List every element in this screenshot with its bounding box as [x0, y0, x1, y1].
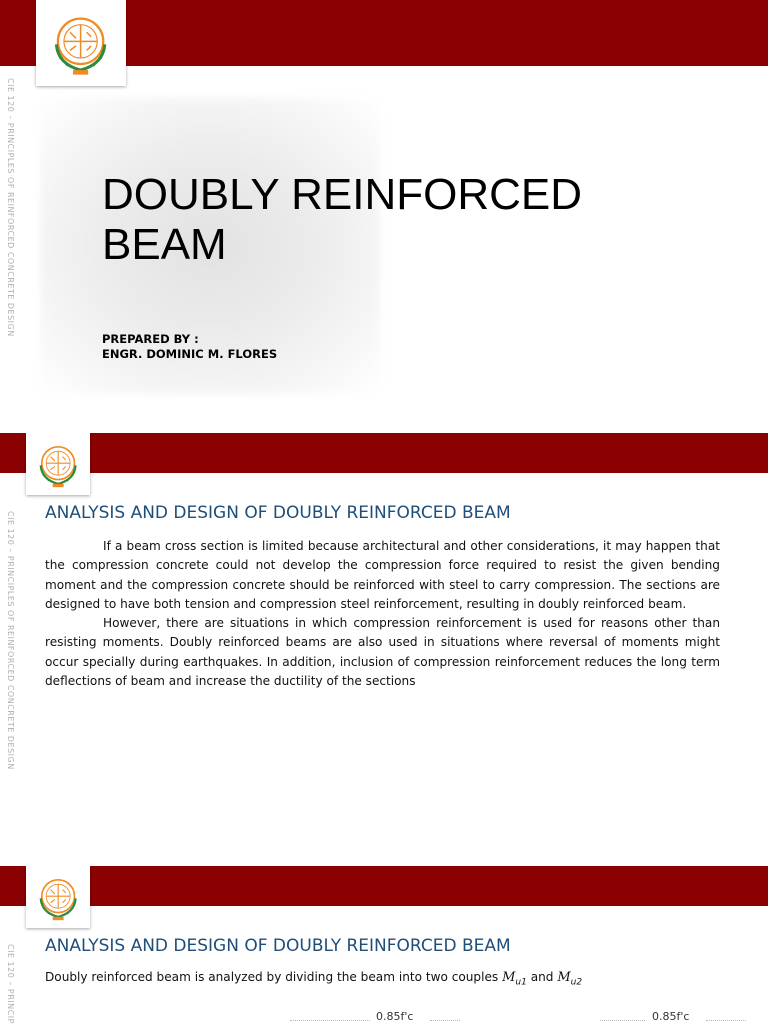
- section-heading: ANALYSIS AND DESIGN OF DOUBLY REINFORCED BEAM: [45, 503, 511, 523]
- header-band: [0, 433, 768, 473]
- title-slide: [0, 0, 768, 422]
- section-heading: ANALYSIS AND DESIGN OF DOUBLY REINFORCED BEAM: [45, 936, 511, 956]
- university-seal-icon: [30, 870, 86, 925]
- paragraph-2: However, there are situations in which compression reinforcement is used for reasons other than resisting moments. Doubly reinforced beams are also used in situations where reversal of moments might occur specially during earthquakes. In addition, inclusion of compression reinforcement reduces the long term deflections of beam and increase the ductility of the sections: [45, 616, 720, 689]
- analysis-slide: [0, 433, 768, 835]
- university-logo: [26, 433, 90, 495]
- university-seal-icon: [41, 5, 120, 81]
- couples-slide: [0, 866, 768, 1024]
- couples-intro: [45, 970, 582, 987]
- course-side-label: CIE 120 – PRINCIPLES OF REINFORCED CONCRETE DESIGN: [6, 511, 15, 770]
- intro-text: Doubly reinforced beam is analyzed by dividing the beam into two couples: [45, 970, 499, 984]
- and-word: and: [530, 970, 554, 984]
- prepared-by-block: [102, 332, 277, 362]
- stress-block-line-1: [290, 1020, 370, 1022]
- paragraph-1: If a beam cross section is limited because architectural and other considerations, it may happen that the compression concrete could not develop the compression force required to resist the given bending moment and the compression concrete should be reinforced with steel to carry compression. The sections are designed to have both tension and compression steel reinforcement, resulting in doubly reinforced beam.: [45, 539, 720, 611]
- stress-block-line-2b: [706, 1020, 746, 1022]
- course-side-label: CIE 120 – PRINCIP: [6, 944, 15, 1024]
- stress-label-2: 0.85f'c: [652, 1010, 690, 1023]
- moment-subscript-1: u1: [515, 977, 527, 988]
- body-text: [45, 537, 720, 691]
- moment-subscript-2: u2: [570, 977, 583, 988]
- course-side-label: CIE 120 – PRINCIPLES OF REINFORCED CONCRETE DESIGN: [6, 78, 15, 337]
- stress-block-line-1b: [430, 1020, 460, 1022]
- stress-label-1: 0.85f'c: [376, 1010, 414, 1023]
- slide-title: DOUBLY REINFORCED BEAM: [102, 170, 583, 269]
- header-band: [0, 866, 768, 906]
- university-logo: [26, 866, 90, 928]
- university-logo: [36, 0, 126, 86]
- prepared-by-label: PREPARED BY :: [102, 332, 199, 346]
- author-name: ENGR. DOMINIC M. FLORES: [102, 347, 278, 361]
- university-seal-icon: [30, 437, 86, 492]
- moment-symbol-1: M: [502, 970, 516, 985]
- moment-symbol-2: M: [557, 970, 571, 985]
- stress-block-line-2: [600, 1020, 645, 1022]
